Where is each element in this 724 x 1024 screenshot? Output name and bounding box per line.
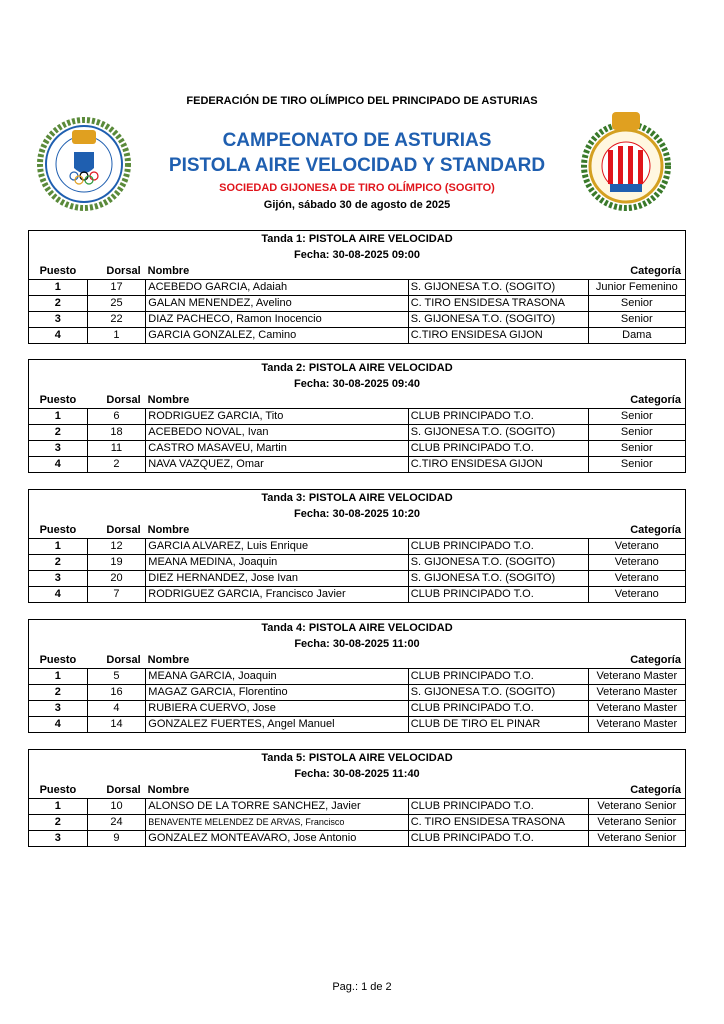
table-row (28, 441, 686, 457)
tanda-2-table (28, 359, 686, 473)
table-row (28, 457, 686, 473)
cell-nombre: NAVA VAZQUEZ, Omar (145, 457, 407, 472)
cell-categoria: Veterano Master (588, 669, 685, 684)
cell-nombre: GARCIA ALVAREZ, Luis Enrique (145, 539, 407, 554)
cell-dorsal: 17 (87, 280, 146, 295)
cell-club: S. GIJONESA T.O. (SOGITO) (408, 685, 588, 700)
cell-club: CLUB PRINCIPADO T.O. (408, 441, 588, 456)
championship-title: CAMPEONATO DE ASTURIAS (222, 130, 492, 151)
col-club (408, 782, 588, 798)
cell-categoria: Veterano (588, 539, 685, 554)
tanda-date: Fecha: 30-08-2025 10:20 (294, 508, 420, 520)
col-club (408, 392, 588, 408)
cell-puesto: 1 (54, 540, 61, 552)
col-categoria: Categoría (630, 784, 681, 796)
cell-nombre: GARCIA GONZALEZ, Camino (145, 328, 407, 343)
cell-categoria: Senior (588, 441, 685, 456)
cell-puesto: 2 (54, 297, 61, 309)
tanda-name: Tanda 4: PISTOLA AIRE VELOCIDAD (261, 622, 453, 634)
tanda-date: Fecha: 30-08-2025 11:00 (294, 638, 420, 650)
cell-club: CLUB PRINCIPADO T.O. (408, 799, 588, 814)
col-dorsal: Dorsal (106, 524, 141, 536)
column-header (28, 782, 686, 798)
cell-nombre: RUBIERA CUERVO, Jose (145, 701, 407, 716)
cell-club: S. GIJONESA T.O. (SOGITO) (408, 280, 588, 295)
event-title: PISTOLA AIRE VELOCIDAD Y STANDARD (168, 155, 546, 176)
cell-categoria: Senior (588, 457, 685, 472)
tanda-date: Fecha: 30-08-2025 11:40 (294, 768, 420, 780)
table-row (28, 799, 686, 815)
tanda-date: Fecha: 30-08-2025 09:40 (294, 378, 420, 390)
cell-puesto: 3 (54, 572, 61, 584)
table-row (28, 328, 686, 344)
cell-categoria: Veterano (588, 571, 685, 586)
col-club (408, 263, 588, 279)
col-nombre: Nombre (147, 654, 190, 666)
tanda-1-table (28, 230, 686, 344)
cell-nombre: CASTRO MASAVEU, Martin (145, 441, 407, 456)
cell-categoria: Senior (588, 312, 685, 327)
tanda-title (28, 230, 686, 263)
cell-dorsal: 7 (87, 587, 146, 602)
cell-categoria: Junior Femenino (588, 280, 685, 295)
cell-puesto: 4 (54, 329, 61, 341)
col-puesto: Puesto (39, 654, 77, 666)
col-nombre: Nombre (147, 784, 190, 796)
cell-puesto: 2 (54, 686, 61, 698)
cell-club: C. TIRO ENSIDESA TRASONA (408, 815, 588, 830)
table-row (28, 685, 686, 701)
cell-dorsal: 11 (87, 441, 146, 456)
cell-dorsal: 6 (87, 409, 146, 424)
column-header (28, 652, 686, 668)
cell-puesto: 4 (54, 458, 61, 470)
col-categoria: Categoría (630, 394, 681, 406)
cell-categoria: Veterano (588, 555, 685, 570)
tanda-3-table (28, 489, 686, 603)
col-puesto: Puesto (39, 394, 77, 406)
cell-nombre: GONZALEZ FUERTES, Angel Manuel (145, 717, 407, 732)
cell-dorsal: 16 (87, 685, 146, 700)
tanda-name: Tanda 2: PISTOLA AIRE VELOCIDAD (261, 362, 453, 374)
cell-dorsal: 24 (87, 815, 146, 830)
cell-puesto: 4 (54, 588, 61, 600)
cell-nombre: GALAN MENENDEZ, Avelino (145, 296, 407, 311)
cell-dorsal: 5 (87, 669, 146, 684)
cell-nombre: MEANA MEDINA, Joaquin (145, 555, 407, 570)
cell-puesto: 2 (54, 426, 61, 438)
tanda-title (28, 489, 686, 522)
cell-nombre: GONZALEZ MONTEAVARO, Jose Antonio (145, 831, 407, 846)
col-categoria: Categoría (630, 524, 681, 536)
cell-club: C.TIRO ENSIDESA GIJON (408, 457, 588, 472)
cell-club: C. TIRO ENSIDESA TRASONA (408, 296, 588, 311)
cell-club: CLUB PRINCIPADO T.O. (408, 701, 588, 716)
column-header (28, 522, 686, 538)
tanda-4-table (28, 619, 686, 733)
cell-nombre: MAGAZ GARCIA, Florentino (145, 685, 407, 700)
cell-nombre: ACEBEDO NOVAL, Ivan (145, 425, 407, 440)
cell-club: S. GIJONESA T.O. (SOGITO) (408, 312, 588, 327)
col-puesto: Puesto (39, 524, 77, 536)
federation-heading: FEDERACIÓN DE TIRO OLÍMPICO DEL PRINCIPADO DE ASTURIAS (186, 95, 538, 107)
tanda-date: Fecha: 30-08-2025 09:00 (294, 249, 420, 261)
cell-categoria: Veterano Master (588, 701, 685, 716)
cell-dorsal: 19 (87, 555, 146, 570)
table-row (28, 280, 686, 296)
cell-puesto: 3 (54, 442, 61, 454)
cell-categoria: Senior (588, 409, 685, 424)
cell-club: CLUB PRINCIPADO T.O. (408, 409, 588, 424)
cell-categoria: Veterano (588, 587, 685, 602)
cell-categoria: Veterano Master (588, 685, 685, 700)
tanda-title (28, 619, 686, 652)
col-club (408, 522, 588, 538)
col-nombre: Nombre (147, 394, 190, 406)
cell-club: CLUB PRINCIPADO T.O. (408, 587, 588, 602)
cell-categoria: Veterano Senior (588, 815, 685, 830)
table-row (28, 555, 686, 571)
table-row (28, 539, 686, 555)
table-row (28, 296, 686, 312)
cell-nombre: DIEZ HERNANDEZ, Jose Ivan (145, 571, 407, 586)
cell-dorsal: 10 (87, 799, 146, 814)
cell-nombre: RODRIGUEZ GARCIA, Francisco Javier (145, 587, 407, 602)
tanda-title (28, 359, 686, 392)
organizer-club: SOCIEDAD GIJONESA DE TIRO OLÍMPICO (SOGITO) (219, 182, 495, 194)
cell-nombre: RODRIGUEZ GARCIA, Tito (145, 409, 407, 424)
cell-dorsal: 4 (87, 701, 146, 716)
table-row (28, 717, 686, 733)
cell-puesto: 1 (54, 670, 61, 682)
cell-dorsal: 1 (87, 328, 146, 343)
tanda-name: Tanda 1: PISTOLA AIRE VELOCIDAD (261, 233, 453, 245)
cell-club: S. GIJONESA T.O. (SOGITO) (408, 555, 588, 570)
column-header (28, 263, 686, 279)
col-dorsal: Dorsal (106, 265, 141, 277)
table-row (28, 831, 686, 847)
col-puesto: Puesto (39, 784, 77, 796)
col-categoria: Categoría (630, 265, 681, 277)
cell-nombre: ALONSO DE LA TORRE SANCHEZ, Javier (145, 799, 407, 814)
cell-categoria: Senior (588, 296, 685, 311)
cell-club: S. GIJONESA T.O. (SOGITO) (408, 571, 588, 586)
table-row (28, 409, 686, 425)
tanda-name: Tanda 5: PISTOLA AIRE VELOCIDAD (261, 752, 453, 764)
cell-puesto: 4 (54, 718, 61, 730)
cell-club: C.TIRO ENSIDESA GIJON (408, 328, 588, 343)
cell-puesto: 3 (54, 702, 61, 714)
col-puesto: Puesto (39, 265, 77, 277)
cell-categoria: Senior (588, 425, 685, 440)
table-row (28, 312, 686, 328)
col-nombre: Nombre (147, 265, 190, 277)
col-dorsal: Dorsal (106, 784, 141, 796)
cell-categoria: Veterano Master (588, 717, 685, 732)
cell-categoria: Veterano Senior (588, 831, 685, 846)
cell-dorsal: 25 (87, 296, 146, 311)
cell-puesto: 1 (54, 281, 61, 293)
col-dorsal: Dorsal (106, 394, 141, 406)
cell-puesto: 3 (54, 832, 61, 844)
col-nombre: Nombre (147, 524, 190, 536)
table-row (28, 587, 686, 603)
table-row (28, 669, 686, 685)
cell-nombre: MEANA GARCIA, Joaquin (145, 669, 407, 684)
cell-club: CLUB DE TIRO EL PINAR (408, 717, 588, 732)
cell-puesto: 2 (54, 556, 61, 568)
cell-puesto: 2 (54, 816, 61, 828)
cell-club: CLUB PRINCIPADO T.O. (408, 669, 588, 684)
cell-dorsal: 20 (87, 571, 146, 586)
cell-puesto: 3 (54, 313, 61, 325)
cell-club: CLUB PRINCIPADO T.O. (408, 831, 588, 846)
cell-puesto: 1 (54, 800, 61, 812)
table-row (28, 815, 686, 831)
col-club (408, 652, 588, 668)
cell-club: S. GIJONESA T.O. (SOGITO) (408, 425, 588, 440)
cell-club: CLUB PRINCIPADO T.O. (408, 539, 588, 554)
cell-dorsal: 18 (87, 425, 146, 440)
page-number: Pag.: 1 de 2 (332, 981, 392, 993)
table-row (28, 571, 686, 587)
event-date: Gijón, sábado 30 de agosto de 2025 (263, 199, 451, 211)
col-dorsal: Dorsal (106, 654, 141, 666)
cell-dorsal: 9 (87, 831, 146, 846)
tanda-5-table (28, 749, 686, 847)
cell-nombre: BENAVENTE MELENDEZ DE ARVAS, Francisco (145, 815, 407, 830)
column-header (28, 392, 686, 408)
cell-dorsal: 2 (87, 457, 146, 472)
col-categoria: Categoría (630, 654, 681, 666)
table-row (28, 701, 686, 717)
cell-dorsal: 14 (87, 717, 146, 732)
tanda-title (28, 749, 686, 782)
cell-puesto: 1 (54, 410, 61, 422)
cell-nombre: ACEBEDO GARCIA, Adaiah (145, 280, 407, 295)
cell-categoria: Dama (588, 328, 685, 343)
table-row (28, 425, 686, 441)
cell-categoria: Veterano Senior (588, 799, 685, 814)
tanda-name: Tanda 3: PISTOLA AIRE VELOCIDAD (261, 492, 453, 504)
cell-nombre: DIAZ PACHECO, Ramon Inocencio (145, 312, 407, 327)
cell-dorsal: 22 (87, 312, 146, 327)
cell-dorsal: 12 (87, 539, 146, 554)
